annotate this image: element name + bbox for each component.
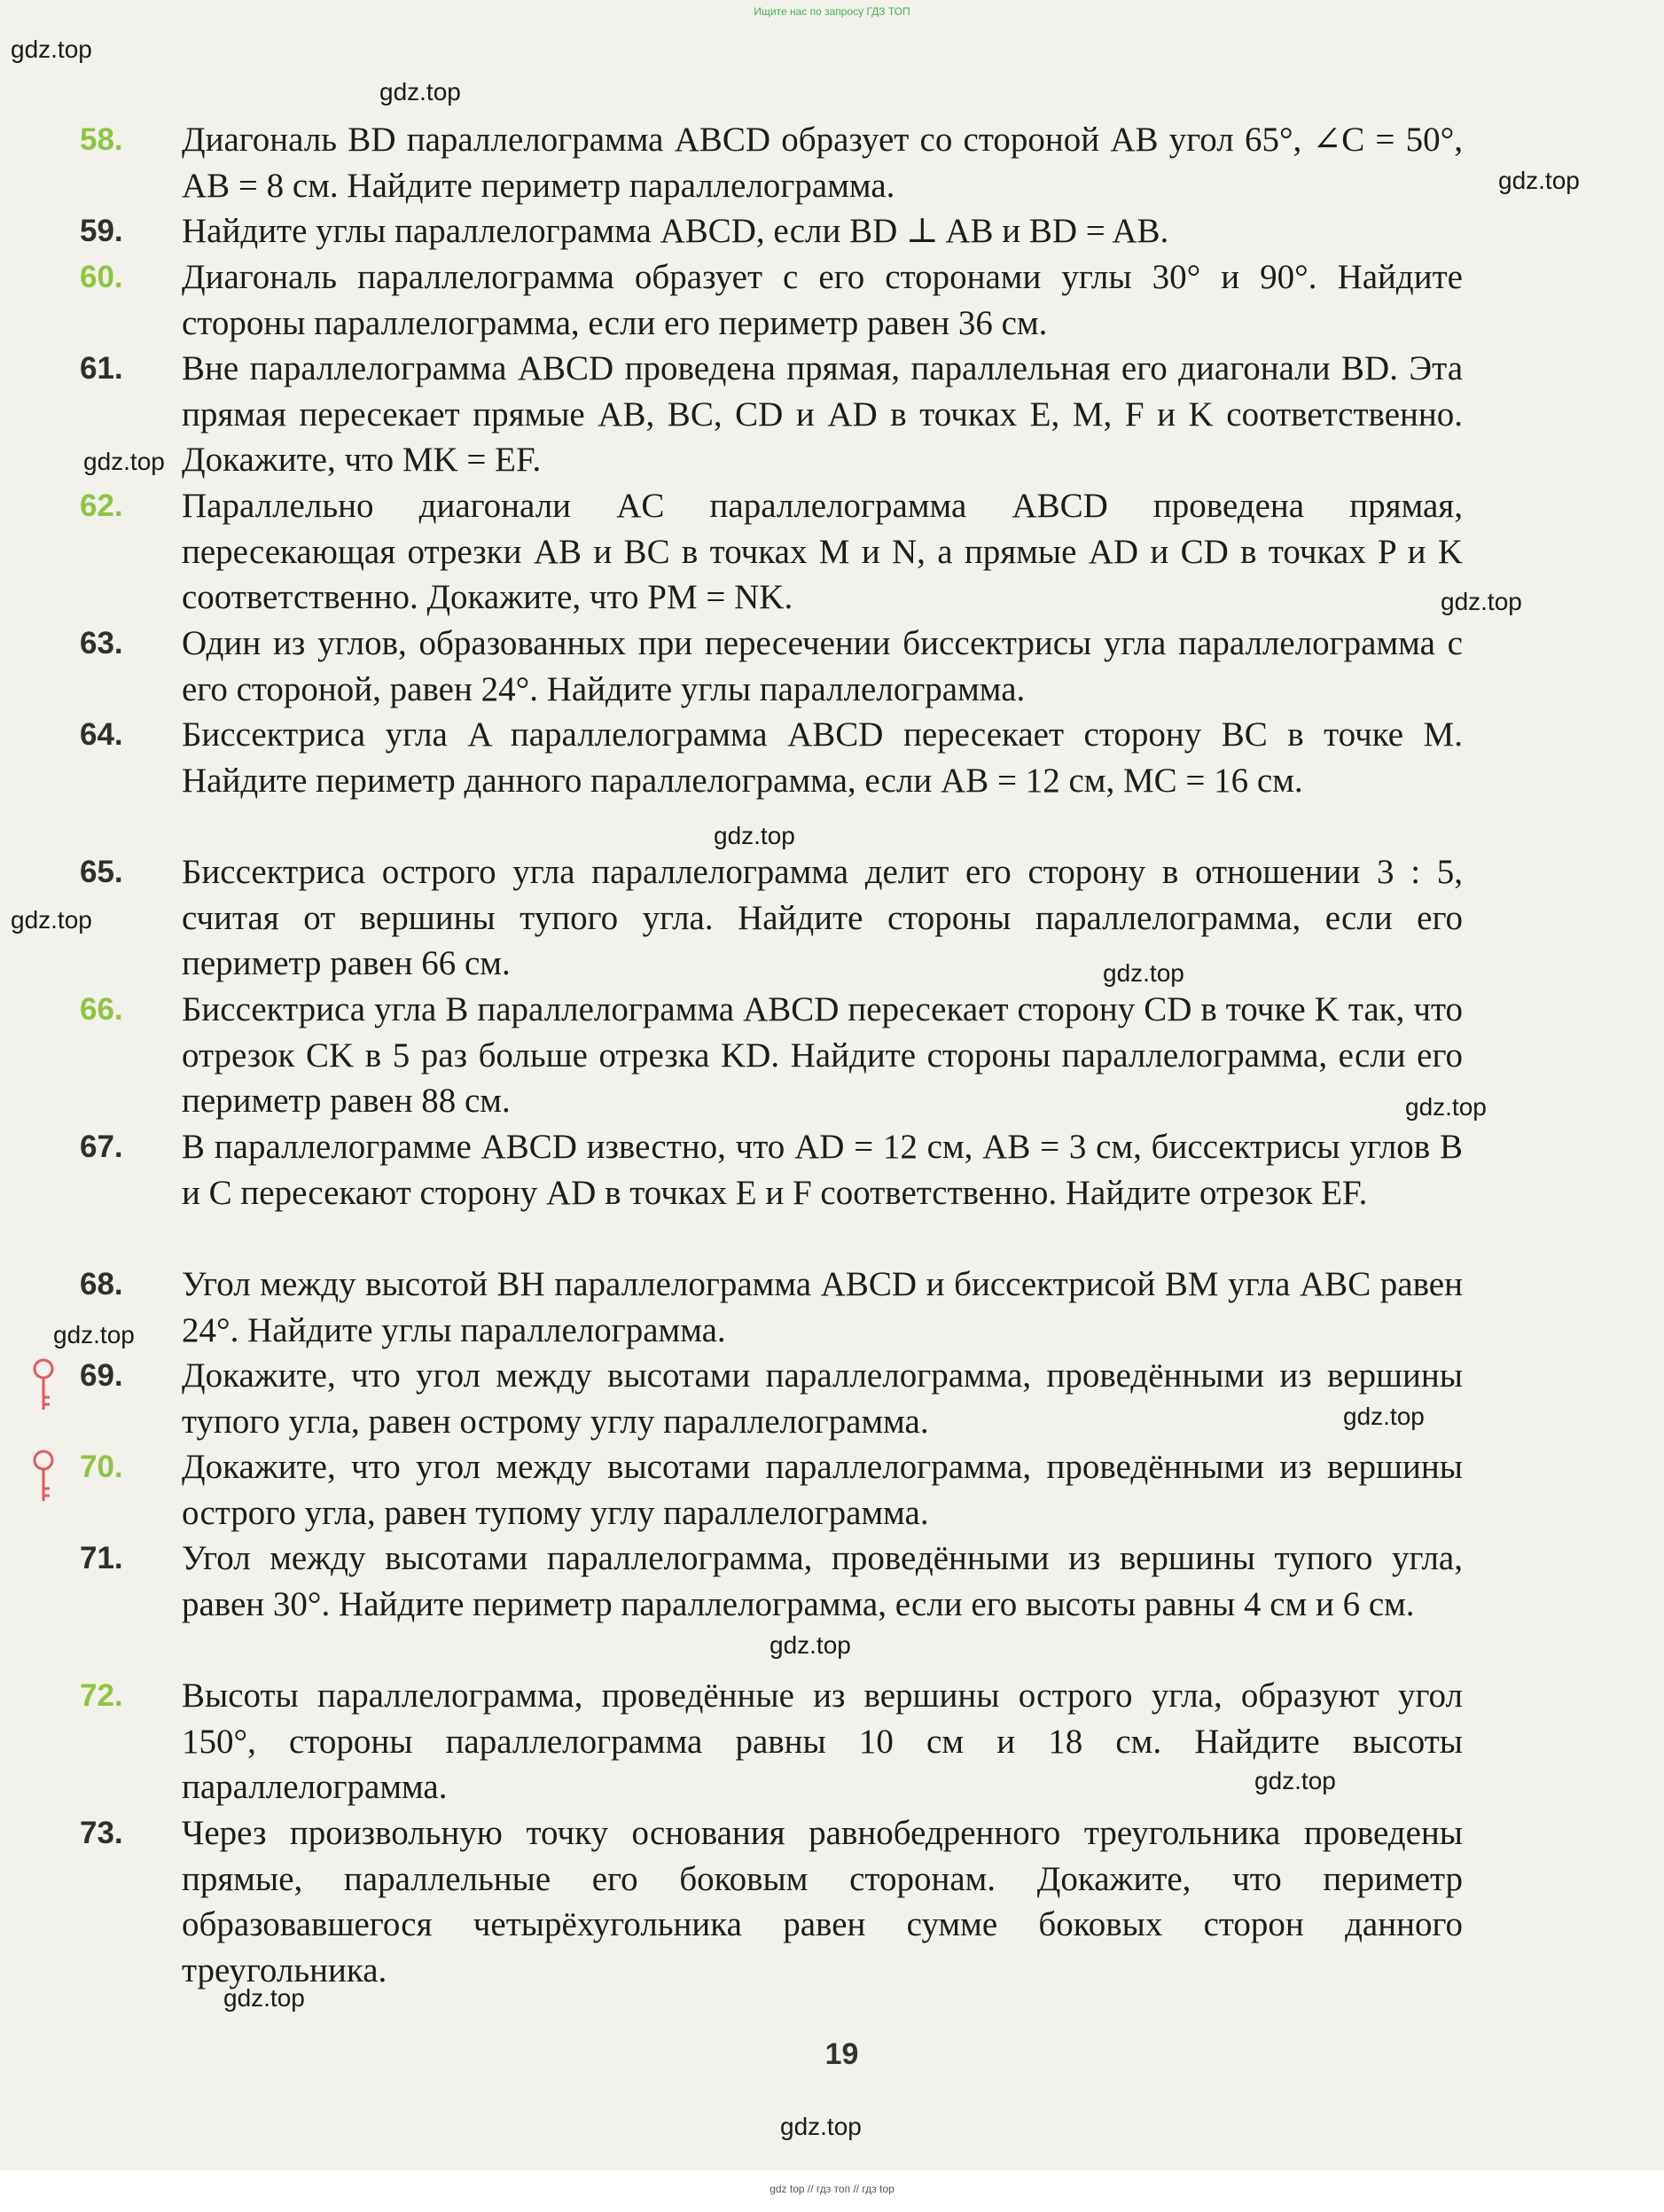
problem-62 [80,483,1463,621]
problem-73 [80,1810,1463,1993]
problem-69 [80,1353,1463,1444]
problem-66 [80,987,1463,1124]
problem-70 [80,1444,1463,1536]
watermark: gdz.top [770,1631,851,1659]
watermark: gdz.top [53,1321,135,1348]
problem-text: Вне параллелограмма ABCD проведена прямая, параллельная его диагонали BD. Эта прямая пересекает прямые AB, BC, CD и AD в точках E, M, F и K соответственно. Докажите, что MK = EF. [182,349,1463,479]
problem-text: Докажите, что угол между высотами параллелограмма, проведёнными из вершины острого угла, равен тупому углу параллелограмма. [182,1448,1463,1532]
watermark: gdz.top [83,448,165,475]
problem-61 [80,346,1463,483]
watermark: gdz.top [714,822,795,849]
page-number-value: 19 [824,2037,859,2071]
problem-63 [80,621,1463,712]
problem-number: 67. [80,1129,123,1164]
problem-number: 72. [80,1678,123,1713]
watermark: gdz.top [379,78,461,106]
problem-text: Угол между высотами параллелограмма, проведёнными из вершины тупого угла, равен 30°. Найдите периметр параллелограмма, если его высоты равны 4 см и 6 см. [182,1539,1463,1623]
watermark: gdz.top [1343,1403,1425,1430]
problem-65 [80,849,1463,987]
watermark: gdz.top [1405,1093,1487,1121]
problem-58 [80,117,1463,208]
watermark: gdz.top [11,35,92,63]
problem-64 [80,712,1463,803]
problem-text: Угол между высотой BH параллелограмма ABCD и биссектрисой BM угла ABC равен 24°. Найдите углы параллелограмма. [182,1265,1463,1349]
problem-text: Биссектриса угла B параллелограмма ABCD пересекает сторону CD в точке K так, что отрезок CK в 5 раз больше отрезка KD. Найдите стороны параллелограмма, если его периметр равен 88 см. [182,990,1463,1120]
problem-number: 59. [80,214,123,248]
key-icon [30,1358,57,1413]
watermark: gdz.top [1254,1767,1336,1794]
problem-number: 60. [80,260,123,294]
watermark: gdz.top [1103,959,1184,987]
key-icon [30,1450,57,1505]
problem-72 [80,1673,1463,1810]
problem-68 [80,1262,1463,1353]
problem-number: 65. [80,855,123,889]
problem-number: 61. [80,351,123,386]
watermark: gdz.top [223,1984,305,2012]
problem-number: 69. [80,1358,123,1393]
problem-text: Диагональ параллелограмма образует с его сторонами углы 30° и 90°. Найдите стороны параллелограмма, если его периметр равен 36 см. [182,258,1463,342]
page-number [0,2037,1664,2072]
problem-60 [80,254,1463,346]
problem-text: Параллельно диагонали AC параллелограмма ABCD проведена прямая, пересекающая отрезки AB и BC в точках M и N, а прямые AD и CD в точках P и K соответственно. Докажите, что PM = NK. [182,487,1463,616]
problem-number: 71. [80,1541,123,1575]
watermark: gdz.top [1441,588,1522,615]
watermark: gdz.top [11,906,92,934]
problem-number: 63. [80,626,123,660]
problem-number: 73. [80,1816,123,1850]
problem-number: 66. [80,992,123,1027]
problem-number: 64. [80,717,123,752]
problem-text: В параллелограмме ABCD известно, что AD = 12 см, AB = 3 см, биссектрисы углов B и C пересекают сторону AD в точках E и F соответственно. Найдите отрезок EF. [182,1128,1463,1212]
watermark: gdz.top [1498,167,1580,194]
problem-text: Биссектриса острого угла параллелограмма делит его сторону в отношении 3 : 5, считая от вершины тупого угла. Найдите стороны параллелограмма, если его периметр равен 66 см. [182,853,1463,982]
problem-text: Диагональ BD параллелограмма ABCD образует со стороной AB угол 65°, ∠C = 50°, AB = 8 см. Найдите периметр параллелограмма. [182,121,1463,205]
problem-59 [80,208,1463,254]
problem-number: 68. [80,1267,123,1301]
problem-text: Один из углов, образованных при пересечении биссектрисы угла параллелограмма с его стороной, равен 24°. Найдите углы параллелограмма. [182,624,1463,708]
problem-67 [80,1124,1463,1215]
problem-text: Высоты параллелограмма, проведённые из вершины острого угла, образуют угол 150°, стороны параллелограмма равны 10 см и 18 см. Найдите высоты параллелограмма. [182,1677,1463,1806]
problem-text: Найдите углы параллелограмма ABCD, если BD ⊥ AB и BD = AB. [182,212,1169,250]
problem-71 [80,1536,1463,1627]
problem-number: 70. [80,1450,123,1484]
problem-text: Докажите, что угол между высотами параллелограмма, проведёнными из вершины тупого угла, равен острому углу параллелограмма. [182,1356,1463,1441]
problem-text: Биссектриса угла A параллелограмма ABCD пересекает сторону BC в точке M. Найдите периметр данного параллелограмма, если AB = 12 см, MC = 16 см. [182,715,1463,800]
header-banner: Ищите нас по запросу ГДЗ ТОП [754,5,910,18]
footer-banner: gdz top // гдз топ // гдз top [770,2183,894,2195]
problem-number: 58. [80,122,123,157]
problem-number: 62. [80,489,123,523]
watermark: gdz.top [780,2113,862,2140]
problem-text: Через произвольную точку основания равнобедренного треугольника проведены прямые, параллельные его боковым сторонам. Докажите, что периметр образовавшегося четырёхугольника равен сумме боковых сторон данного треугольника. [182,1814,1463,1989]
